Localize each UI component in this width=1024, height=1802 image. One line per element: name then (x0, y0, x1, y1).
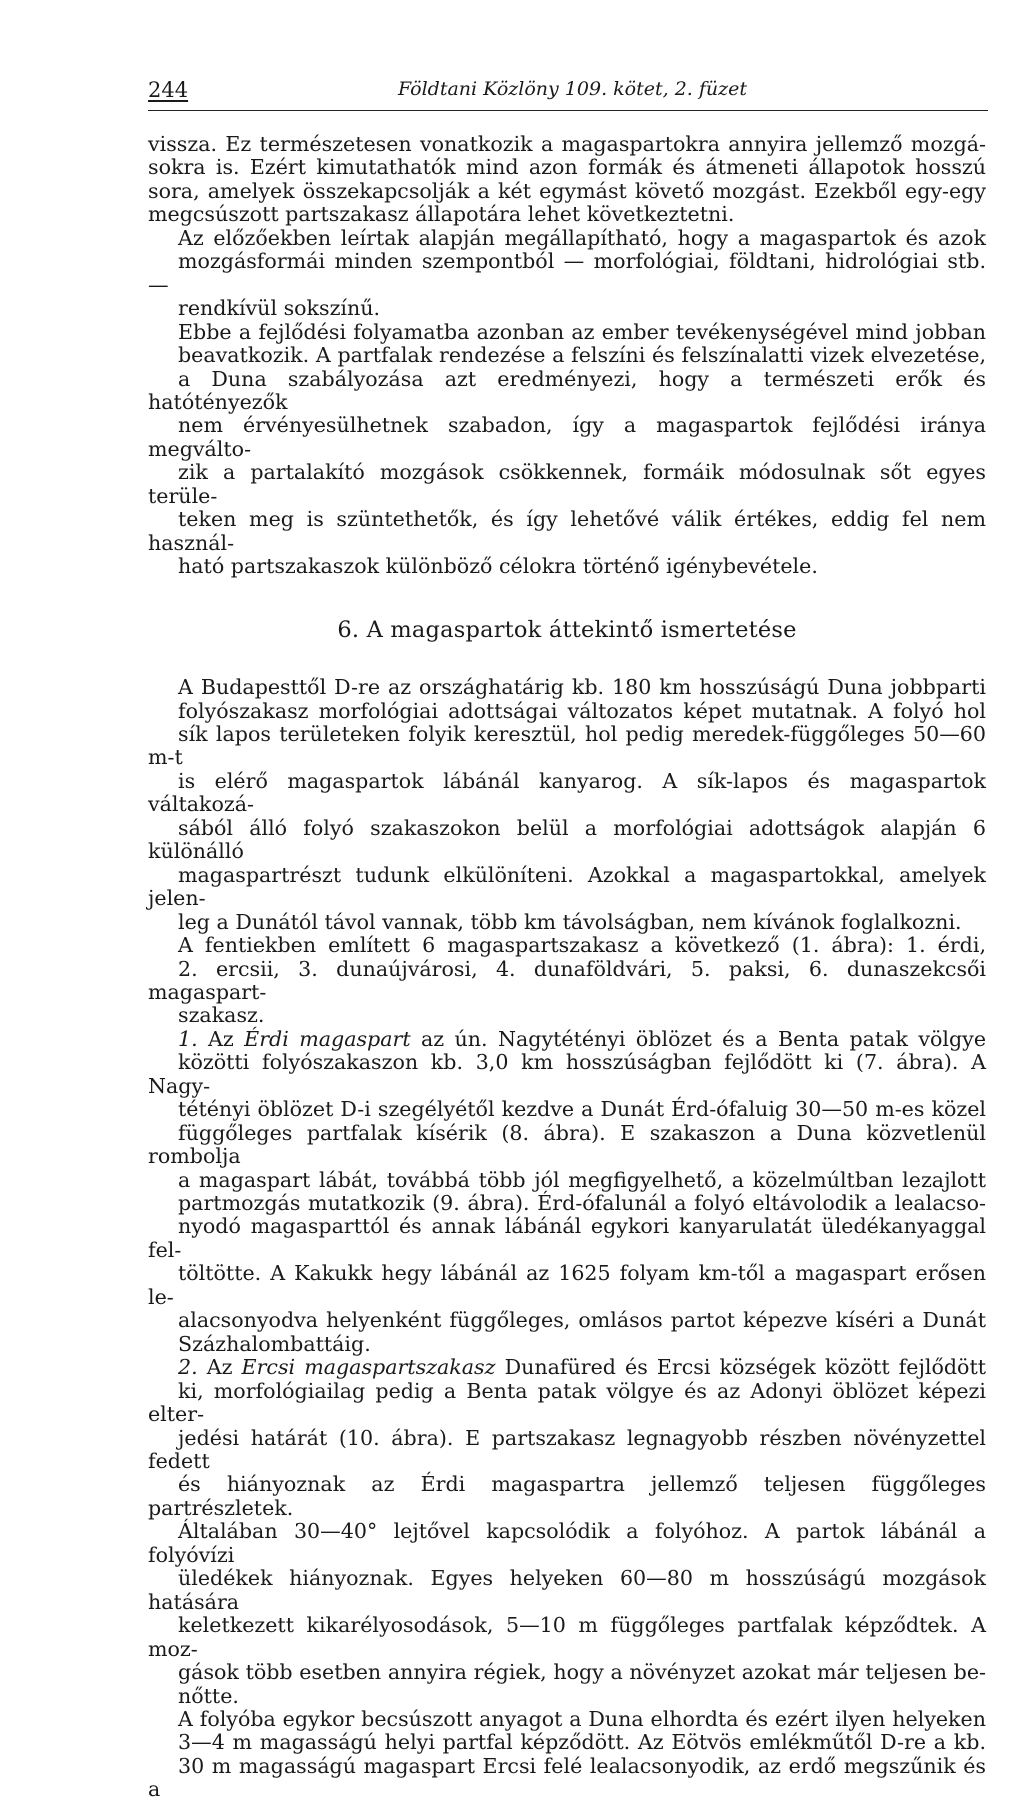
text-line: 2. ercsii, 3. dunaújvárosi, 4. dunaföldvári, 5. paksi, 6. dunaszekcsői magaspart- (148, 956, 986, 1004)
text-line: jedési határát (10. ábra). E partszakasz legnagyobb részben növényzettel fedett (148, 1425, 986, 1474)
text-line: ható partszakaszok különböző célokra történő igénybevétele. (178, 554, 818, 579)
text-line: rendkívül sokszínű. (178, 296, 381, 321)
text-line: szakasz. (178, 1003, 265, 1028)
text-line: közötti folyószakaszon kb. 3,0 km hosszúságban fejlődött ki (7. ábra). A Nagy- (148, 1050, 986, 1098)
text-line: 30 m magasságú magaspart Ercsi felé lealacsonyodik, az erdő megszűnik és a (148, 1753, 986, 1802)
text-line: alacsonyodva helyenként függőleges, omlásos partot képezve kíséri a Dunát (178, 1308, 986, 1333)
paragraph (148, 133, 986, 227)
text-line: sík lapos területeken folyik keresztül, hol pedig meredek-függőleges 50—60 m-t (148, 721, 986, 770)
item-title: Érdi magaspart (244, 1026, 411, 1051)
page-number: 244 (148, 78, 189, 102)
text-line: üledékek hiányoznak. Egyes helyeken 60—80 m hosszúságú mozgások hatására (148, 1566, 986, 1614)
text-line: teken meg is szüntethetők, és így lehetővé válik értékes, eddig fel nem használ- (148, 507, 986, 555)
item-first-line-rest: az ún. Nagytétényi öblözet és a Benta patak völgye (421, 1026, 987, 1051)
text-line: Az előzőekben leírtak alapján megállapítható, hogy a magaspartok és azok (178, 225, 986, 250)
text-line: beavatkozik. A partfalak rendezése a felszíni és felszínalatti vizek elvezetése, (178, 343, 986, 368)
paragraph (148, 227, 986, 321)
text-line: ki, morfológiailag pedig a Benta patak völgye és az Adonyi öblözet képezi elter- (148, 1378, 986, 1427)
text-line: függőleges partfalak kísérik (8. ábra). E szakaszon a Duna közvetlenül rombolja (148, 1120, 986, 1169)
text-line: folyószakasz morfológiai adottságai változatos képet mutatnak. A folyó hol (178, 698, 986, 723)
text-line: 3—4 m magasságú helyi partfal képződött. Az Eötvös emlékműtől D-re a kb. (178, 1730, 986, 1755)
text-line: és hiányoznak az Érdi magaspartra jellemző teljesen függőleges partrészletek. (148, 1472, 986, 1520)
journal-title: Földtani Közlöny 109. kötet, 2. füzet (398, 78, 748, 100)
section-heading: 6. A magaspartok áttekintő ismertetése (337, 616, 797, 643)
paragraph (148, 676, 986, 934)
text-line: gások több esetben annyira régiek, hogy a növényzet azokat már teljesen be- (178, 1660, 986, 1685)
text-line: is elérő magaspartok lábánál kanyarog. A sík-lapos és magaspartok váltakozá- (148, 768, 986, 817)
text-line: töltötte. A Kakukk hegy lábánál az 1625 folyam km-től a magaspart erősen le- (148, 1261, 986, 1309)
item-number: 1. (178, 1026, 198, 1051)
text-line: leg a Dunától távol vannak, több km távolságban, nem kívánok foglalkozni. (178, 909, 962, 934)
text-line: vissza. Ez természetesen vonatkozik a magaspartokra annyira jellemző mozgá- (148, 132, 986, 156)
text-line: keletkezett kikarélyosodások, 5—10 m függőleges partfalak képződtek. A moz- (148, 1613, 986, 1661)
text-line: A fentiekben említett 6 magaspartszakasz a következő (1. ábra): 1. érdi, (178, 933, 986, 958)
text-line (148, 1356, 986, 1379)
item-pre: Az (206, 1355, 233, 1380)
text-line: tétényi öblözet D-i szegélyétől kezdve a Dunát Érd-ófaluig 30—50 m-es közel (178, 1097, 986, 1122)
text-line: Általában 30—40° lejtővel kapcsolódik a folyóhoz. A partok lábánál a folyóvízi (148, 1519, 986, 1567)
text-line: partmozgás mutatkozik (9. ábra). Érd-ófalunál a folyó eltávolodik a lealacso- (178, 1191, 986, 1216)
paragraph (148, 1708, 986, 1802)
item-pre: Az (208, 1026, 234, 1051)
text-line: sából álló folyó szakaszokon belül a morfológiai adottságok alapján 6 különálló (148, 815, 986, 864)
text-line: sokra is. Ezért kimutathatók mind azon formák és átmeneti állapotok hosszú (148, 155, 986, 180)
text-line: zik a partalakító mozgások csökkennek, formáik módosulnak sőt egyes terüle- (148, 460, 986, 508)
paragraph (148, 934, 986, 1028)
text-line: a magaspart lábát, továbbá több jól megfigyelhető, a közelmúltban lezajlott (178, 1167, 986, 1192)
text-line: megcsúszott partszakasz állapotára lehet következtetni. (148, 202, 735, 227)
text-line: Százhalombattáig. (178, 1331, 371, 1356)
text-line: nem érvényesülhetnek szabadon, így a magaspartok fejlődési iránya megválto- (148, 413, 986, 461)
numbered-item-erdi (148, 1028, 986, 1356)
paragraph (148, 321, 986, 579)
text-line: A folyóba egykor becsúszott anyagot a Duna elhordta és ezért ilyen helyeken (178, 1707, 986, 1731)
numbered-item-ercsi (148, 1356, 986, 1708)
text-line: a Duna szabályozása azt eredményezi, hogy a természeti erők és hatótényezők (148, 366, 986, 414)
text-line (148, 1028, 986, 1051)
body-text (148, 133, 986, 1802)
text-line: nőtte. (178, 1683, 239, 1708)
item-first-line-rest: Dunafüred és Ercsi községek között fejlődött (504, 1355, 986, 1380)
item-title: Ercsi magaspartszakasz (241, 1355, 496, 1380)
text-line: magaspartrészt tudunk elkülöníteni. Azokkal a magaspartokkal, amelyek jelen- (148, 862, 986, 911)
text-line: sora, amelyek összekapcsolják a két egymást követő mozgást. Ezekből egy-egy (148, 178, 986, 203)
item-number: 2. (178, 1355, 198, 1380)
running-header (148, 76, 988, 111)
text-line: mozgásformái minden szempontból — morfológiai, földtani, hidrológiai stb. — (148, 249, 986, 297)
text-line: nyodó magasparttól és annak lábánál egykori kanyarulatát üledékanyaggal fel- (148, 1214, 986, 1262)
text-line: Ebbe a fejlődési folyamatba azonban az ember tevékenységével mind jobban (178, 319, 986, 344)
text-line: A Budapesttől D-re az országhatárig kb. 180 km hosszúságú Duna jobbparti (178, 675, 986, 700)
